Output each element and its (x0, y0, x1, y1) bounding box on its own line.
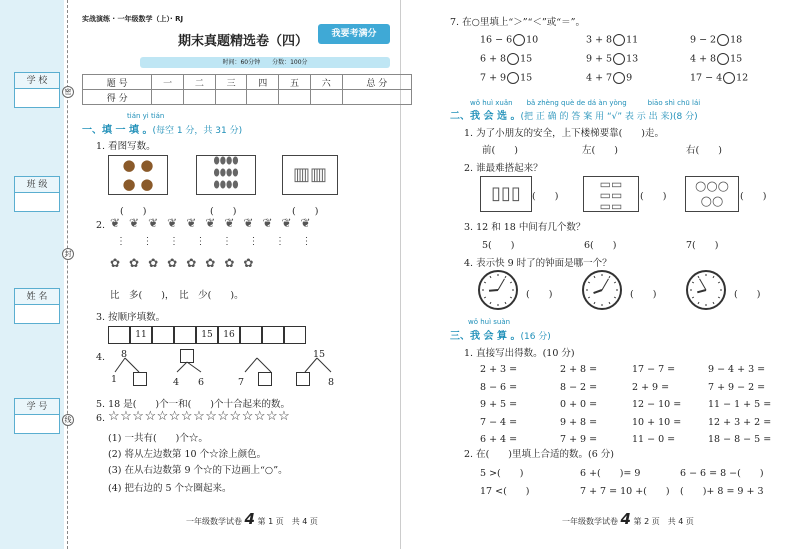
q7-left: 9 + 5 (586, 53, 613, 65)
fill-item[interactable]: 17 <( ) (480, 486, 530, 497)
q2-text: 比 多( )， 比 少( )。 (110, 290, 244, 301)
q6-item-1: (1) 一共有( )个☆。 (108, 433, 208, 444)
q4-top-box[interactable] (180, 349, 194, 363)
q22-blank-2[interactable]: ( ) (640, 191, 667, 202)
q7-left: 9 − 2 (690, 34, 717, 46)
q7-compare (480, 34, 538, 46)
calc-item[interactable]: 9 − 4 + 3 = (708, 364, 766, 375)
calc-item[interactable]: 2 + 3 = (480, 364, 518, 375)
q7-right: 9 (626, 72, 633, 84)
calc-item[interactable]: 11 − 1 + 5 = (708, 399, 772, 410)
q7-left: 4 + 8 (690, 53, 717, 65)
q2-label: 2. (96, 220, 106, 231)
q4-b-3: 6 (198, 377, 205, 388)
q7-text: 7. 在○里填上“＞”“＜”或“＝”。 (450, 17, 586, 28)
school-label: 学 校 (15, 73, 59, 89)
score-table-header: 四 (247, 75, 279, 90)
s3-pinyin: wǒ huì suàn (468, 318, 511, 326)
calc-item[interactable]: 17 − 7 = (632, 364, 676, 375)
q1-blank-2[interactable]: ( ) (210, 206, 237, 217)
q7-compare (690, 34, 742, 46)
q4-top-3: 15 (313, 349, 326, 360)
seal-mark-2: 封 (62, 248, 74, 260)
q7-right: 15 (520, 53, 533, 65)
score-table-header: 五 (279, 75, 311, 90)
burgers-image (108, 155, 168, 195)
q3-cell[interactable] (174, 326, 196, 344)
calc-item[interactable]: 0 + 0 = (560, 399, 598, 410)
calc-item[interactable]: 8 − 2 = (560, 381, 598, 393)
s2-pinyin: wǒ huì xuǎn bǎ zhèng què de dá àn yòng biāo shì chū lái (470, 99, 701, 107)
series-label: 实战演练 · 一年级数学（上）· RJ (82, 15, 184, 23)
calc-item[interactable]: 11 − 0 = (632, 434, 676, 445)
fill-item[interactable]: 6 − 6 = 8 −( ) (680, 468, 764, 479)
q7-left: 6 + 8 (480, 53, 507, 65)
compare-circle[interactable] (717, 34, 729, 46)
star-row-icon: ☆☆☆☆☆☆☆☆☆☆☆☆☆☆☆ (108, 409, 291, 424)
q7-right: 11 (626, 34, 639, 46)
clock-face (582, 270, 622, 310)
seal-mark-1: 密 (62, 86, 74, 98)
compare-circle[interactable] (613, 53, 625, 65)
score-cell[interactable] (279, 90, 311, 105)
q7-compare (480, 72, 532, 84)
ball-icon: ○○○ ○○ (694, 179, 730, 209)
q4-box-4[interactable] (296, 372, 310, 386)
q31-text: 1. 直接写出得数。(10 分) (464, 348, 575, 359)
calc-item[interactable]: 2 + 8 = (560, 364, 598, 375)
q3-number-row (108, 326, 306, 344)
cylinder-icon: ▯▯▯ (491, 183, 521, 204)
q24-blank-2[interactable]: ( ) (630, 289, 657, 300)
q3-cell: 16 (218, 326, 240, 344)
q3-cell: 15 (196, 326, 218, 344)
calc-item[interactable]: 6 + 4 = (480, 434, 518, 445)
footer-right-big: 4 (620, 510, 631, 528)
q21-opt-1[interactable]: 前( ) (482, 145, 518, 156)
q7-right: 13 (626, 53, 639, 65)
score-table-header: 一 (152, 75, 184, 90)
q6-item-2: (2) 将从左边数第 10 个☆涂上颜色。 (108, 449, 267, 460)
q7-left: 7 + 9 (480, 72, 507, 84)
q3-cell[interactable] (108, 326, 130, 344)
q21-text: 1. 为了小朋友的安全，上下楼梯要靠( )走。 (464, 128, 664, 139)
time-score: 时间：60分钟 分数：100分 (140, 57, 390, 68)
q6-item-3: (3) 在从右边数第 9 个☆的下边画上“○”。 (108, 465, 288, 476)
q23-opt-3[interactable]: 7( ) (686, 240, 719, 251)
section-3-title: 三、我 会 算 。 (450, 331, 521, 342)
q1-blank-1[interactable]: ( ) (120, 206, 147, 217)
score-table (82, 74, 412, 105)
compare-circle[interactable] (507, 72, 519, 84)
section-3-note: (16 分) (520, 332, 551, 342)
score-row-label: 得 分 (83, 90, 152, 105)
q4-b-4: 7 (238, 377, 245, 388)
q7-compare (690, 53, 742, 65)
q3-cell[interactable] (262, 326, 284, 344)
score-cell[interactable] (342, 90, 411, 105)
seal-line (67, 0, 68, 549)
q24-text: 4. 表示快 9 时了的钟面是哪一个？ (464, 258, 612, 269)
compare-circle[interactable] (507, 53, 519, 65)
q4-box-1[interactable] (133, 372, 147, 386)
student-id-label: 学 号 (15, 399, 59, 415)
q7-right: 12 (736, 72, 749, 84)
q4-b-1: 1 (111, 374, 118, 385)
burger-icon: ● ● ● ● (122, 156, 154, 193)
q23-opt-2[interactable]: 6( ) (584, 240, 617, 251)
seal-mark-3: 线 (62, 414, 74, 426)
section-2-title: 二、我 会 选 。 (450, 111, 521, 122)
q4-top-1: 8 (121, 349, 128, 360)
footer-left-label: 一年级数学试卷 (186, 517, 242, 526)
q1-blank-3[interactable]: ( ) (292, 206, 319, 217)
page-title: 期末真题精选卷（四） (178, 34, 309, 49)
section-1-header (82, 121, 242, 136)
footer-left (186, 510, 318, 528)
q4-label: 4. (96, 352, 106, 363)
class-field[interactable] (14, 176, 60, 212)
calc-item[interactable]: 10 + 10 = (632, 416, 682, 428)
q3-text: 3. 按顺序填数。 (96, 312, 166, 323)
q24-blank-1[interactable]: ( ) (526, 289, 553, 300)
compare-circle[interactable] (513, 34, 525, 46)
binding-margin (0, 0, 64, 549)
score-table-header: 三 (215, 75, 247, 90)
calc-item[interactable]: 8 − 6 = (480, 381, 518, 393)
s1-pinyin: tián yi tián (127, 112, 165, 120)
student-id-field[interactable] (14, 398, 60, 434)
q7-left: 4 + 7 (586, 72, 613, 84)
clock-face (478, 270, 518, 310)
school-field[interactable] (14, 72, 60, 108)
q3-cell[interactable] (240, 326, 262, 344)
brick-icon: ▭▭ ▭▭ ▭▭ (599, 177, 623, 213)
q7-right: 10 (526, 34, 539, 46)
calc-item[interactable]: 12 + 3 + 2 = (708, 416, 772, 428)
q4-b-5: 8 (328, 377, 335, 388)
q7-left: 16 − 6 (480, 34, 513, 46)
q7-right: 18 (730, 34, 743, 46)
compare-circle[interactable] (613, 72, 625, 84)
q23-opt-1[interactable]: 5( ) (482, 240, 515, 251)
q3-cell[interactable] (152, 326, 174, 344)
calc-item[interactable]: 7 + 9 = (560, 434, 598, 445)
q23-text: 3. 12 和 18 中间有几个数？ (464, 222, 586, 233)
q7-compare (586, 53, 638, 65)
q32-text: 2. 在( )里填上合适的数。(6 分) (464, 449, 614, 460)
section-1-title: 一、填 一 填 。 (82, 125, 153, 136)
calc-item[interactable]: 7 − 4 = (480, 416, 518, 428)
calc-item[interactable]: 12 − 10 = (632, 399, 682, 410)
fill-item[interactable]: ( )+ 8 = 9 + 3 (680, 486, 764, 497)
q1-text: 1. 看图写数。 (96, 141, 156, 152)
q4-box-3[interactable] (258, 372, 272, 386)
q7-compare (480, 53, 532, 65)
fill-item[interactable]: 5 >( ) (480, 468, 524, 479)
q6-item-4: (4) 把右边的 5 个☆圈起来。 (108, 483, 232, 494)
leaf-row-icon: ❦❦❦❦❦❦❦❦❦❦❦ (110, 216, 320, 230)
q3-cell[interactable] (284, 326, 306, 344)
section-3-header (450, 327, 551, 342)
compare-circle[interactable] (613, 34, 625, 46)
score-table-header: 总 分 (342, 75, 411, 90)
clock-face (686, 270, 726, 310)
score-cell[interactable] (184, 90, 216, 105)
q7-compare (586, 72, 632, 84)
dots-row: ⋮⋮⋮⋮⋮⋮⋮⋮ (116, 236, 328, 247)
score-cell[interactable] (215, 90, 247, 105)
stick-bundle-icon: ▥▥ (292, 164, 327, 185)
q7-right: 15 (520, 72, 533, 84)
flower-row-icon: ✿✿✿✿✿✿✿✿ (110, 256, 263, 270)
calc-item[interactable]: 2 + 9 = (632, 381, 670, 393)
score-cell[interactable] (152, 90, 184, 105)
q22-blank-1[interactable]: ( ) (532, 191, 559, 202)
cylinders-image (480, 176, 532, 212)
footer-right (562, 510, 694, 528)
score-table-header: 题 号 (83, 75, 152, 90)
q22-blank-3[interactable]: ( ) (740, 191, 767, 202)
calc-item[interactable]: 9 + 8 = (560, 416, 598, 428)
section-1-note: (每空 1 分，共 31 分) (152, 126, 243, 136)
score-cell[interactable] (247, 90, 279, 105)
sticks-image (282, 155, 338, 195)
q7-right: 15 (730, 53, 743, 65)
banner-badge: 我要考满分 (318, 24, 390, 44)
bricks-image (583, 176, 639, 212)
calc-item[interactable]: 18 − 8 − 5 = (708, 434, 772, 445)
compare-circle[interactable] (717, 53, 729, 65)
q7-compare (690, 72, 748, 84)
q7-left: 17 − 4 (690, 72, 723, 84)
section-2-header (450, 107, 698, 122)
q5-text: 5. 18 是( )个一和( )个十合起来的数。 (96, 399, 291, 410)
compare-circle[interactable] (723, 72, 735, 84)
score-table-header: 二 (184, 75, 216, 90)
footer-left-page: 第 1 页 共 4 页 (257, 517, 318, 526)
fill-item[interactable]: 6 +( )= 9 (580, 468, 641, 479)
footer-right-page: 第 2 页 共 4 页 (633, 517, 694, 526)
footer-left-big: 4 (244, 510, 255, 528)
q7-left: 3 + 8 (586, 34, 613, 46)
class-label: 班 级 (15, 177, 59, 193)
name-label: 姓 名 (15, 289, 59, 305)
q4-b-2: 4 (173, 377, 180, 388)
q3-cell: 11 (130, 326, 152, 344)
q24-blank-3[interactable]: ( ) (734, 289, 761, 300)
q21-opt-3[interactable]: 右( ) (686, 145, 722, 156)
score-cell[interactable] (310, 90, 342, 105)
balls-image (685, 176, 739, 212)
q7-compare (586, 34, 638, 46)
footer-right-label: 一年级数学试卷 (562, 517, 618, 526)
q6-label: 6. (96, 413, 106, 424)
calc-item[interactable]: 9 + 5 = (480, 399, 518, 410)
calc-item[interactable]: 7 + 9 − 2 = (708, 381, 766, 393)
q21-opt-2[interactable]: 左( ) (582, 145, 618, 156)
score-table-header: 六 (310, 75, 342, 90)
eggs-image (196, 155, 256, 195)
egg-icon: ⬮⬮⬮⬮ ⬮⬮⬮⬮ ⬮⬮⬮⬮ (213, 156, 239, 191)
section-2-note: (把 正 确 的 答 案 用 “√” 表 示 出 来)(8 分) (520, 112, 698, 122)
fill-item[interactable]: 7 + 7 = 10 +( ) (580, 486, 670, 497)
name-field[interactable] (14, 288, 60, 324)
q22-text: 2. 谁最难搭起来？ (464, 163, 543, 174)
